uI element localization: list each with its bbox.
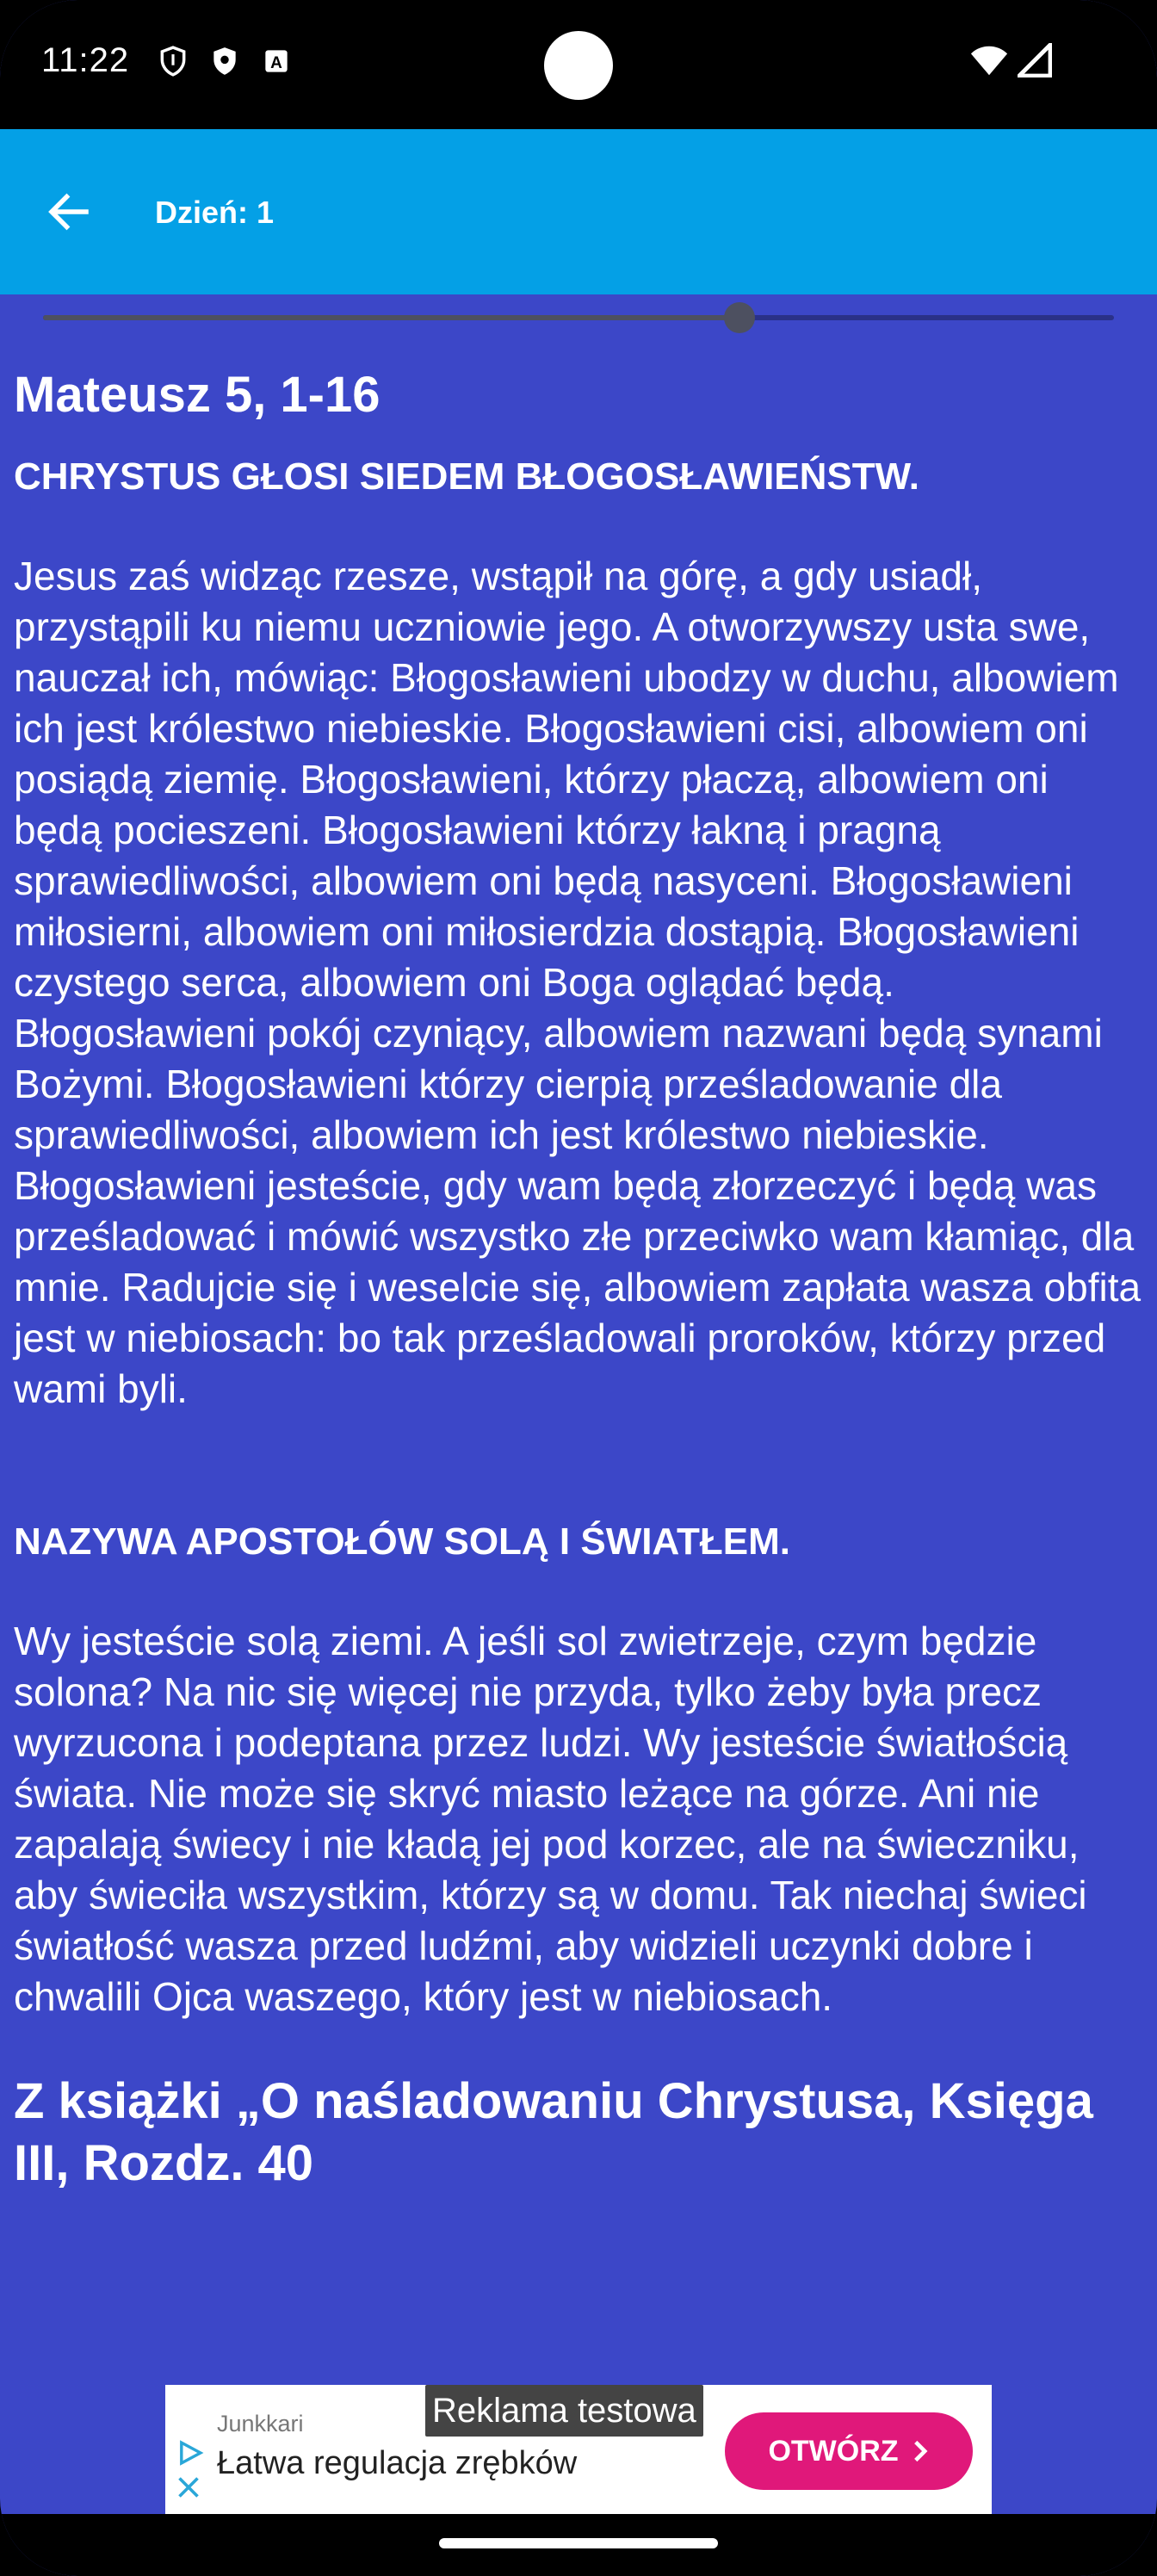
status-icons-left xyxy=(157,45,293,77)
page-title: Dzień: 1 xyxy=(155,195,275,230)
ad-test-label: Reklama testowa xyxy=(425,2385,703,2437)
app-bar xyxy=(0,129,1157,294)
section-text-beatitudes: Jesus zaś widząc rzesze, wstąpił na górę, a gdy usiadł, przystąpili ku niemu uczniowie jego. A otworzywszy usta swe, nauczał ich, mówiąc: Błogosławieni ubodzy w duchu, albowiem ich jest królestwo niebieskie. Błogosławieni cisi, albowiem oni posiądą ziemię. Błogosławieni, którzy płaczą, albowiem oni będą pocieszeni. Błogosławieni którzy łakną i pragną sprawiedliwości, albowiem oni będą nasyceni. Błogosławieni miłosierni, albowiem oni miłosierdzia dostąpią. Błogosławieni czystego serca, albowiem oni Boga oglądać będą. Błogosławieni pokój czyniący, albowiem nazwani będą synami Bożymi. Błogosławieni którzy cierpią prześladowanie dla sprawiedliwości, albowiem ich jest królestwo niebieskie. Błogosławieni jesteście, gdy wam będą złorzeczyć i będą was prześladować i mówić wszystko złe przeciwko wam kłamiąc, dla mnie. Radujcie się i weselcie się, albowiem zapłata wasza obfita jest w niebiosach: bo tak prześladowali proroków, którzy przed wami byli. xyxy=(14,554,1142,1411)
front-camera-cutout xyxy=(544,31,613,100)
arrow-back-icon xyxy=(43,186,95,238)
ad-advertiser: Junkkari xyxy=(217,2411,304,2437)
status-icons-right xyxy=(969,43,1080,82)
cellular-signal-icon xyxy=(1018,43,1052,82)
shield-filled-icon xyxy=(208,45,241,77)
reading-content xyxy=(14,356,1147,2195)
gesture-handle[interactable] xyxy=(439,2538,718,2548)
battery-icon xyxy=(1061,43,1080,82)
chevron-right-icon xyxy=(911,2439,930,2463)
scripture-reference: Mateusz 5, 1-16 xyxy=(14,367,381,423)
day-slider-thumb[interactable] xyxy=(724,302,755,333)
status-time: 11:22 xyxy=(41,41,130,79)
ad-open-button-label: OTWÓRZ xyxy=(768,2434,899,2468)
svg-text:A: A xyxy=(270,53,282,72)
back-button[interactable] xyxy=(43,186,95,238)
a-box-icon xyxy=(260,45,293,77)
wifi-icon xyxy=(969,43,1009,82)
ad-open-button[interactable] xyxy=(725,2412,973,2490)
ad-close-icon[interactable] xyxy=(176,2474,201,2500)
section-heading-salt-light: NAZYWA APOSTOŁÓW SOLĄ I ŚWIATŁEM. xyxy=(14,1520,790,1563)
shield-outline-icon xyxy=(157,45,189,77)
section-text-salt-light: Wy jesteście solą ziemi. A jeśli sol zwietrzeje, czym będzie solona? Na nic się więcej nie przyda, tylko żeby była precz wyrzucona i podeptana przez ludzi. Wy jesteście światłością świata. Nie może się skryć miasto leżące na górze. Ani nie zapalają świecy i nie kładą jej pod korzec, ale na świeczniku, aby świeciła wszystkim, którzy są w domu. Tak niechaj świeci światłość wasza przed ludźmi, aby widzieli uczynki dobre i chwalili Ojca waszego, który jest w niebiosach. xyxy=(14,1619,1087,2019)
section-heading-beatitudes: CHRYSTUS GŁOSI SIEDEM BŁOGOSŁAWIEŃSTW. xyxy=(14,455,919,498)
ad-choices-play-icon[interactable] xyxy=(176,2438,205,2468)
status-bar xyxy=(0,0,1157,129)
day-slider-fill xyxy=(43,315,739,320)
ad-headline[interactable]: Łatwa regulacja zrębków xyxy=(217,2445,578,2481)
book-heading: Z książki „O naśladowaniu Chrystusa, Księga III, Rozdz. 40 xyxy=(14,2073,1093,2191)
